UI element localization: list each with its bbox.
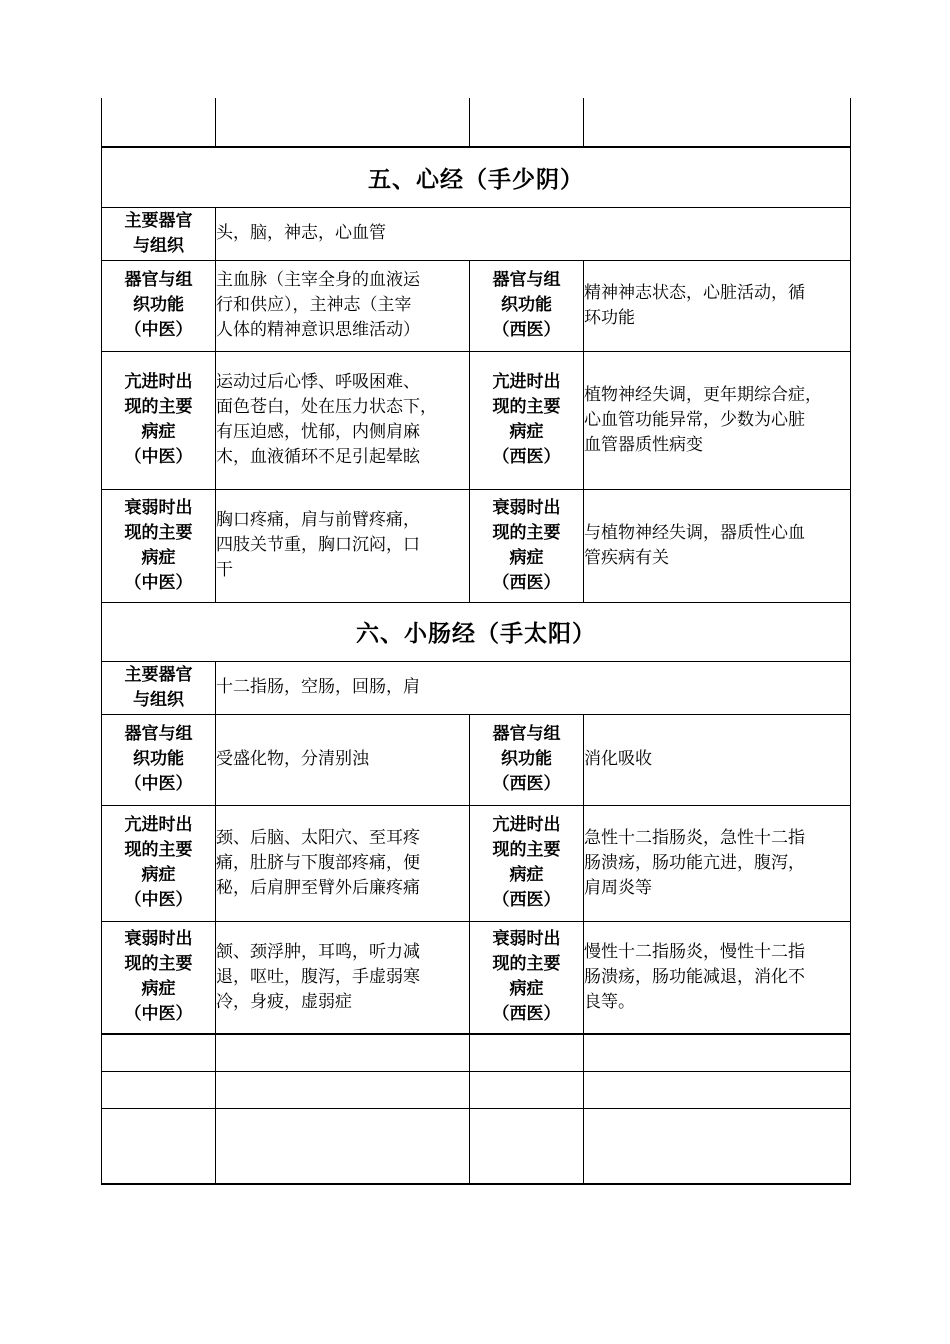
hyper-row: [102, 805, 851, 921]
weak-row: [102, 489, 851, 602]
organs-label: 主要器官 与组织: [102, 207, 216, 260]
empty-row: [102, 1071, 851, 1108]
function-tcm-label: 器官与组 织功能 （中医）: [102, 260, 216, 351]
hyper-wm-label: 亢进时出 现的主要 病症 （西医）: [470, 351, 584, 489]
function-wm-value: 精神神志状态，心脏活动，循 环功能: [584, 260, 851, 351]
weak-wm-value: 与植物神经失调，器质性心血 管疾病有关: [584, 489, 851, 602]
weak-wm-label: 衰弱时出 现的主要 病症 （西医）: [470, 921, 584, 1034]
hyper-tcm-label: 亢进时出 现的主要 病症 （中医）: [102, 805, 216, 921]
section-title: 六、小肠经（手太阳）: [102, 602, 851, 661]
weak-row: [102, 921, 851, 1034]
weak-tcm-label: 衰弱时出 现的主要 病症 （中医）: [102, 489, 216, 602]
weak-tcm-label: 衰弱时出 现的主要 病症 （中医）: [102, 921, 216, 1034]
hyper-wm-value: 植物神经失调，更年期综合症， 心血管功能异常，少数为心脏 血管器质性病变: [584, 351, 851, 489]
function-tcm-label: 器官与组 织功能 （中医）: [102, 714, 216, 805]
hyper-wm-label: 亢进时出 现的主要 病症 （西医）: [470, 805, 584, 921]
hyper-tcm-label: 亢进时出 现的主要 病症 （中医）: [102, 351, 216, 489]
weak-wm-value: 慢性十二指肠炎，慢性十二指 肠溃疡，肠功能减退，消化不 良等。: [584, 921, 851, 1034]
function-wm-label: 器官与组 织功能 （西医）: [470, 260, 584, 351]
function-wm-label: 器官与组 织功能 （西医）: [470, 714, 584, 805]
empty-row: [102, 1108, 851, 1184]
meridian-table: [101, 98, 851, 1185]
organs-label: 主要器官 与组织: [102, 661, 216, 714]
hyper-wm-value: 急性十二指肠炎，急性十二指 肠溃疡，肠功能亢进，腹泻， 肩周炎等: [584, 805, 851, 921]
function-row: [102, 260, 851, 351]
weak-tcm-value: 颔、颈浮肿，耳鸣，听力减 退，呕吐，腹泻，手虚弱寒 冷，身疲，虚弱症: [216, 921, 470, 1034]
organs-value: 十二指肠，空肠，回肠，肩: [216, 661, 851, 714]
section-title-row: [102, 147, 851, 207]
weak-wm-label: 衰弱时出 现的主要 病症 （西医）: [470, 489, 584, 602]
section-title: 五、心经（手少阴）: [102, 147, 851, 207]
organs-row: [102, 661, 851, 714]
hyper-row: [102, 351, 851, 489]
hyper-tcm-value: 颈、后脑、太阳穴、至耳疼 痛，肚脐与下腹部疼痛，便 秘，后肩胛至臂外后廉疼痛: [216, 805, 470, 921]
function-tcm-value: 主血脉（主宰全身的血液运 行和供应），主神志（主宰 人体的精神意识思维活动）: [216, 260, 470, 351]
section-title-row: [102, 602, 851, 661]
function-wm-value: 消化吸收: [584, 714, 851, 805]
weak-tcm-value: 胸口疼痛，肩与前臂疼痛， 四肢关节重，胸口沉闷，口 干: [216, 489, 470, 602]
organs-row: [102, 207, 851, 260]
function-row: [102, 714, 851, 805]
function-tcm-value: 受盛化物，分清别浊: [216, 714, 470, 805]
organs-value: 头，脑，神志，心血管: [216, 207, 851, 260]
hyper-tcm-value: 运动过后心悸、呼吸困难、 面色苍白，处在压力状态下， 有压迫感，忧郁，内侧肩麻 木，血液循环不足引起晕眩: [216, 351, 470, 489]
empty-row: [102, 98, 851, 147]
empty-row: [102, 1034, 851, 1071]
